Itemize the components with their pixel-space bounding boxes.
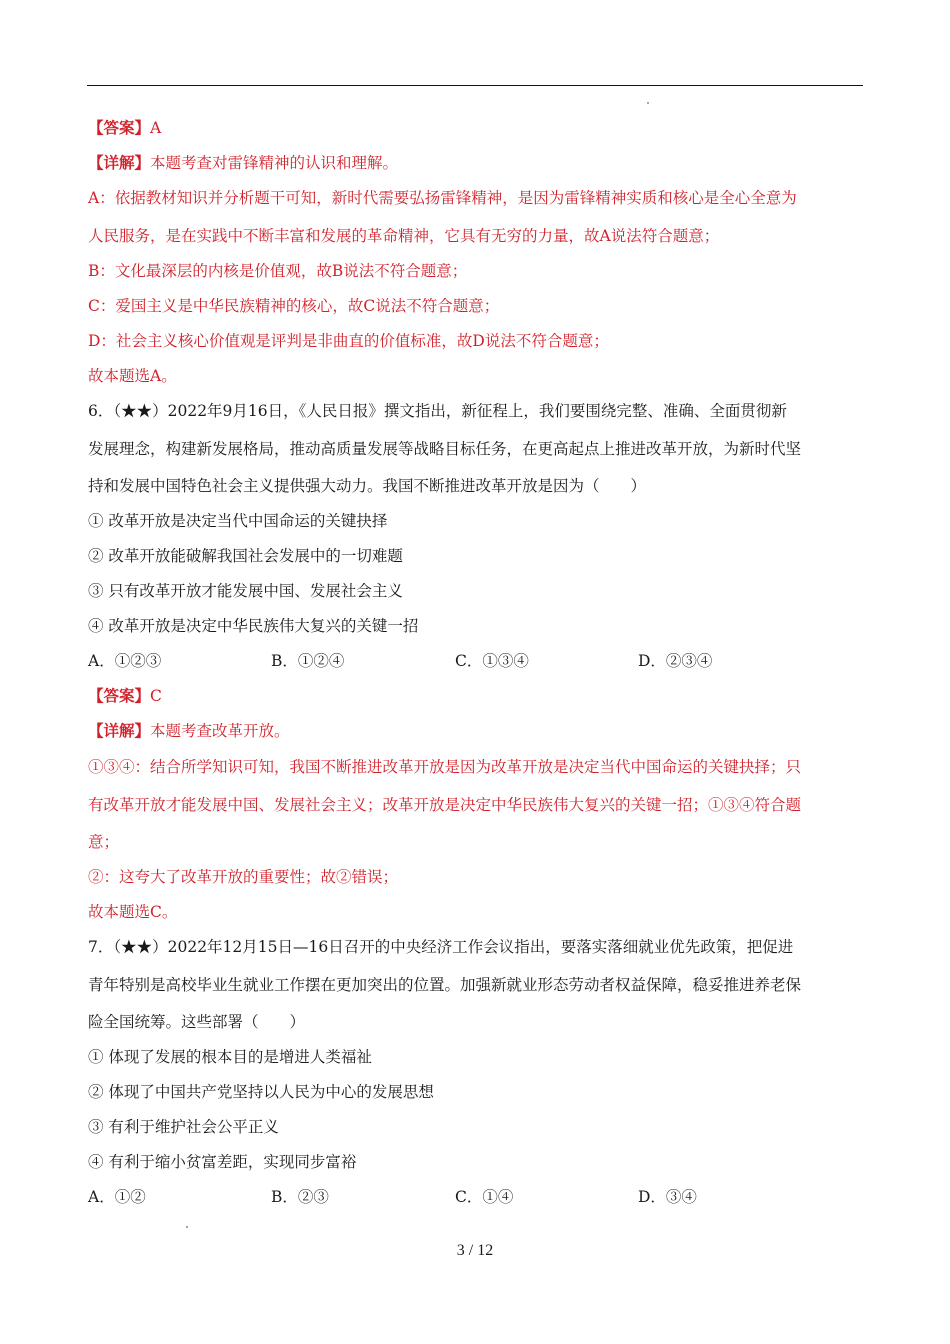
detail-intro-text: 本题考查对雷锋精神的认识和理解。 — [150, 154, 399, 172]
q5-detail-line: C：爱国主义是中华民族精神的核心，故C说法不符合题意； — [88, 297, 500, 315]
q6-stem-line: 发展理念，构建新发展格局，推动高质量发展等战略目标任务，在更高起点上推进改革开放，为新时代坚 — [88, 440, 802, 458]
q6-statement: ④ 改革开放是决定中华民族伟大复兴的关键一招 — [88, 617, 419, 635]
q6-detail-line: ②：这夸大了改革开放的重要性；故②错误； — [88, 868, 399, 886]
q6-detail-line: 有改革开放才能发展中国、发展社会主义；改革开放是决定中华民族伟大复兴的关键一招；①③④符合题 — [88, 796, 802, 814]
q6-option-b: B．①②④ — [271, 652, 345, 670]
q5-answer-line — [88, 118, 161, 138]
q6-option-a: A．①②③ — [88, 652, 162, 670]
q6-stem-line: 6．（★★）2022年9月16日，《人民日报》撰文指出，新征程上，我们要围绕完整、准确、全面贯彻新 — [88, 402, 787, 420]
q6-detail-line: ①③④：结合所学知识可知，我国不断推进改革开放是因为改革开放是决定当代中国命运的关键抉择；只 — [88, 758, 802, 776]
q6-answer-line — [88, 686, 162, 706]
q7-option-b: B．②③ — [271, 1188, 329, 1206]
page-number: 3 / 12 — [456, 1242, 494, 1259]
q7-statement: ① 体现了发展的根本目的是增进人类福祉 — [88, 1048, 372, 1066]
q6-statement: ③ 只有改革开放才能发展中国、发展社会主义 — [88, 582, 403, 600]
q5-detail-intro — [88, 153, 398, 173]
q6-stem-line: 持和发展中国特色社会主义提供强大动力。我国不断推进改革开放是因为（ ） — [88, 477, 647, 495]
answer-tag: 【答案】 — [88, 118, 151, 137]
q6-option-d: D．②③④ — [638, 652, 713, 670]
q6-conclusion: 故本题选C。 — [88, 903, 178, 921]
q7-statement: ③ 有利于维护社会公平正义 — [88, 1118, 279, 1136]
q6-statement: ② 改革开放能破解我国社会发展中的一切难题 — [88, 547, 403, 565]
q5-detail-line: B：文化最深层的内核是价值观，故B说法不符合题意； — [88, 262, 468, 280]
q7-stem-line: 青年特别是高校毕业生就业工作摆在更加突出的位置。加强新就业形态劳动者权益保障，稳妥推进养老保 — [88, 976, 802, 994]
q6-statement: ① 改革开放是决定当代中国命运的关键抉择 — [88, 512, 388, 530]
answer-value: A — [150, 119, 162, 137]
q6-option-c: C．①③④ — [455, 652, 529, 670]
q7-statement: ② 体现了中国共产党坚持以人民为中心的发展思想 — [88, 1083, 434, 1101]
q5-detail-line: 人民服务，是在实践中不断丰富和发展的革命精神，它具有无穷的力量，故A说法符合题意； — [88, 227, 720, 245]
q6-detail-line: 意； — [88, 833, 120, 851]
answer-tag: 【答案】 — [88, 686, 151, 705]
q7-option-c: C．①④ — [455, 1188, 514, 1206]
q5-detail-line: D：社会主义核心价值观是评判是非曲直的价值标准，故D说法不符合题意； — [88, 332, 609, 350]
q7-stem-line: 险全国统筹。这些部署（ ） — [88, 1013, 306, 1031]
q5-detail-line: A：依据教材知识并分析题干可知，新时代需要弘扬雷锋精神，是因为雷锋精神实质和核心是全心全意为 — [88, 189, 797, 207]
q6-detail-intro — [88, 721, 290, 741]
detail-tag: 【详解】 — [88, 153, 151, 172]
detail-tag: 【详解】 — [88, 721, 151, 740]
q7-option-d: D．③④ — [638, 1188, 697, 1206]
answer-value: C — [150, 687, 162, 705]
q7-stem-line: 7．（★★）2022年12月15日—16日召开的中央经济工作会议指出，要落实落细就业优先政策，把促进 — [88, 938, 794, 956]
detail-intro-text: 本题考查改革开放。 — [150, 722, 290, 740]
q5-conclusion: 故本题选A。 — [88, 367, 177, 385]
speck-dot — [186, 1226, 188, 1228]
q7-statement: ④ 有利于缩小贫富差距，实现同步富裕 — [88, 1153, 357, 1171]
speck-dot — [647, 102, 649, 104]
header-rule — [87, 85, 863, 86]
q7-option-a: A．①② — [88, 1188, 146, 1206]
